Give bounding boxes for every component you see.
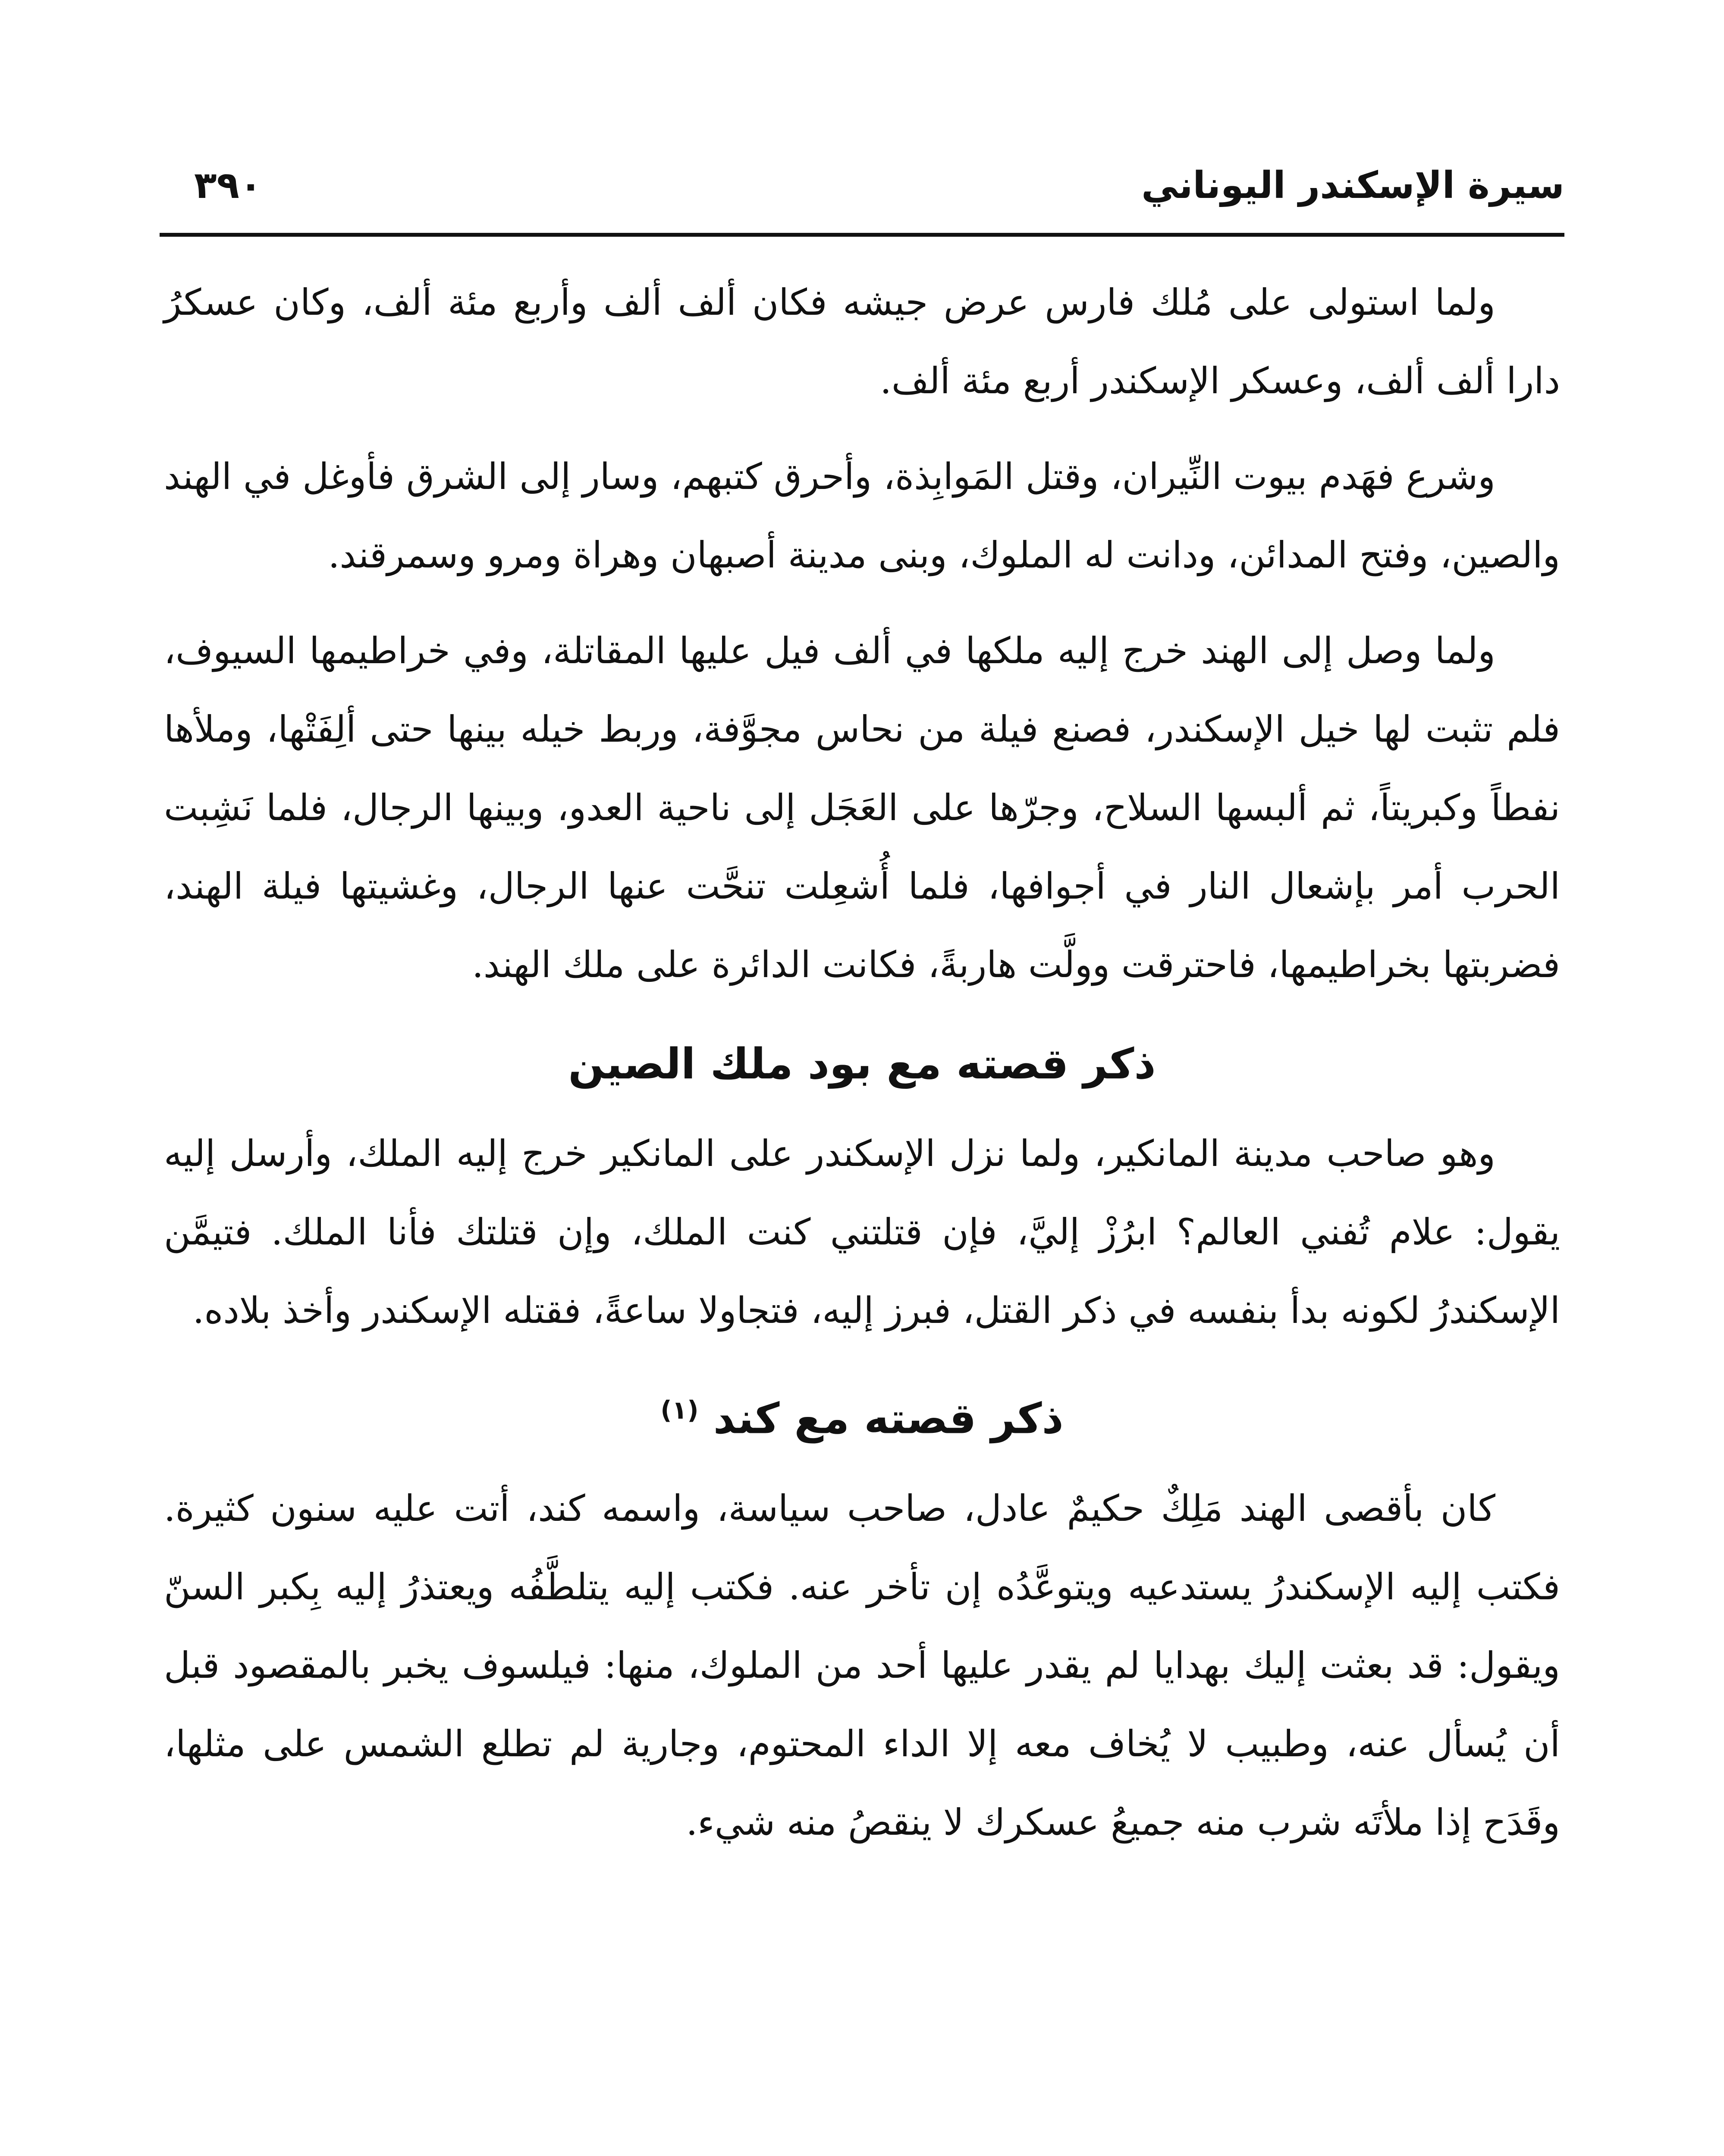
section-heading-bud-china: ذكر قصته مع بود ملك الصين bbox=[568, 1040, 1156, 1089]
paragraph-bud-duel: وهو صاحب مدينة المانكير، ولما نزل الإسكندر على المانكير خرج إليه الملك، وأرسل إليه يقول: علام تُفني العالم؟ ابرُزْ إليَّ، فإن قتلتني كنت الملك، وإن قتلتك فأنا الملك. فتيمَّن الإسكندرُ لكونه بدأ بنفسه في ذكر القتل، فبرز إليه، فتجاولا ساعةً، فقتله الإسكندر وأخذ بلاده. bbox=[164, 1132, 1560, 1332]
page-body bbox=[164, 263, 1560, 1879]
paragraph-kand-gifts: كان بأقصى الهند مَلِكٌ حكيمٌ عادل، صاحب سياسة، واسمه كند، أتت عليه سنون كثيرة. فكتب إليه الإسكندرُ يستدعيه ويتوعَّدُه إن تأخر عنه. فكتب إليه يتلطَّفُه ويعتذرُ إليه بِكبر السنّ ويقول: قد بعثت إليك بهدايا لم يقدر عليها أحد من الملوك، منها: فيلسوف يخبر بالمقصود قبل أن يُسأل عنه، وطبيب لا يُخاف معه إلا الداء المحتوم، وجارية لم تطلع الشمس على مثلها، وقَدَح إذا ملأتَه شرب منه جميعُ عسكرك لا ينقصُ منه شيء. bbox=[164, 1487, 1560, 1843]
footnote-marker: (١) bbox=[660, 1395, 699, 1425]
section-heading-kand bbox=[164, 1367, 1560, 1462]
running-title: سيرة الإسكندر اليوناني bbox=[1141, 164, 1564, 207]
section-heading-kand-text: ذكر قصته مع كند bbox=[713, 1394, 1064, 1444]
page-number: ٣٩٠ bbox=[194, 164, 262, 207]
paragraph-india-elephants: ولما وصل إلى الهند خرج إليه ملكها في ألف فيل عليها المقاتلة، وفي خراطيمها السيوف، فلم تثبت لها خيل الإسكندر، فصنع فيلة من نحاس مجوَّفة، وربط خيله بينها حتى ألِفَتْها، وملأها نفطاً وكبريتاً، ثم ألبسها السلاح، وجرّها على العَجَل إلى ناحية العدو، وبينها الرجال، فلما نَشِبت الحرب أمر بإشعال النار في أجوافها، فلما أُشعِلت تنحَّت عنها الرجال، وغشيتها فيلة الهند، فضربتها بخراطيمها، فاحترقت وولَّت هاربةً، فكانت الدائرة على ملك الهند. bbox=[164, 630, 1560, 986]
paragraph-persia-army: ولما استولى على مُلك فارس عرض جيشه فكان ألف ألف وأربع مئة ألف، وكان عسكرُ دارا ألف ألف، وعسكر الإسكندر أربع مئة ألف. bbox=[164, 281, 1560, 402]
paragraph-conquests-east: وشرع فهَدم بيوت النِّيران، وقتل المَوابِذة، وأحرق كتبهم، وسار إلى الشرق فأوغل في الهند والصين، وفتح المدائن، ودانت له الملوك، وبنى مدينة أصبهان وهراة ومرو وسمرقند. bbox=[164, 455, 1560, 576]
page-header bbox=[160, 155, 1564, 229]
header-rule bbox=[160, 233, 1564, 237]
